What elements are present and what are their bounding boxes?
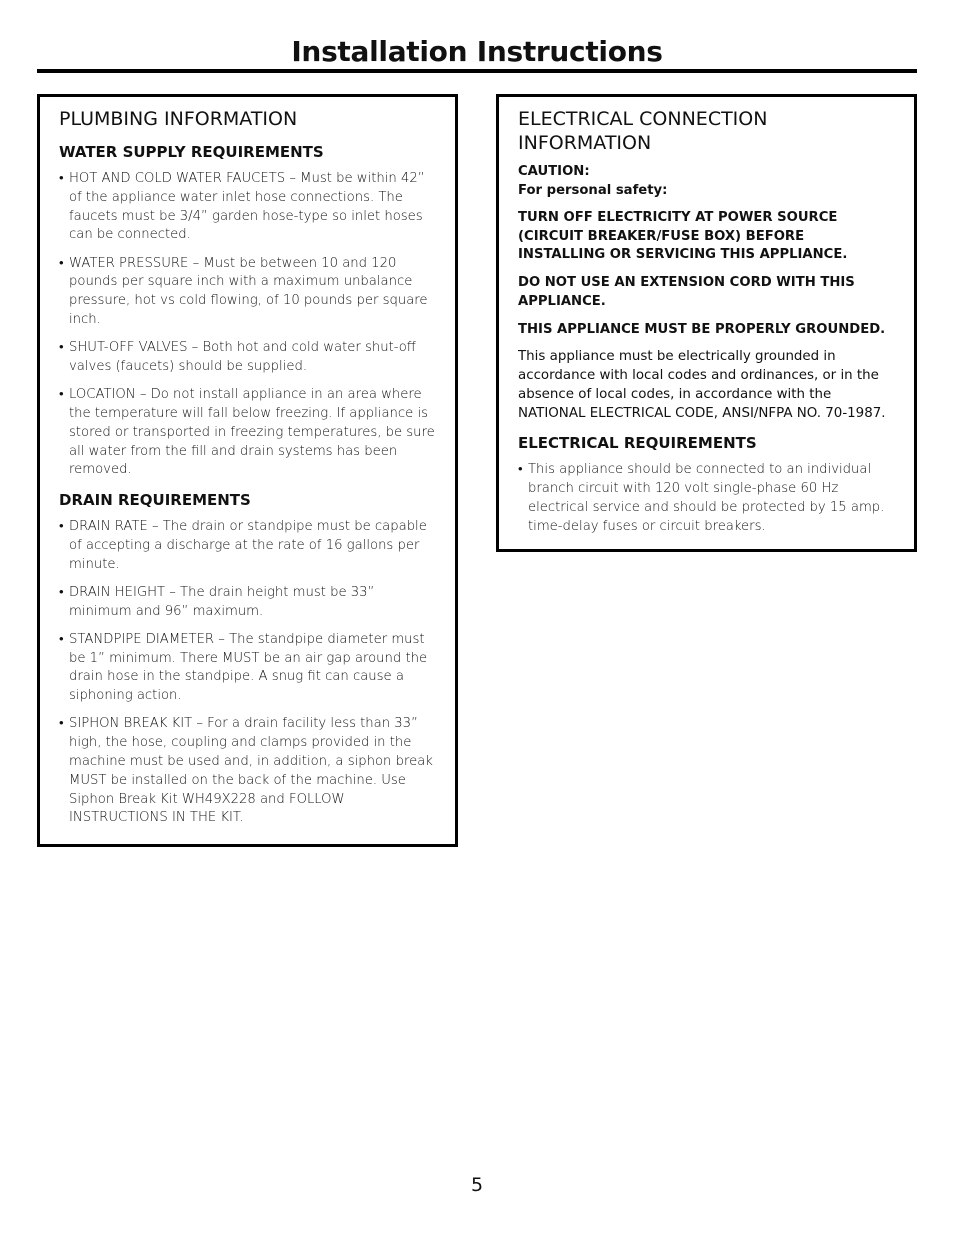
water-supply-item-pressure: • WATER PRESSURE – Must be between 10 and 120 pounds per square inch with a maximum unbalance pressure, hot vs cold flowing, of 10 pounds per square inch. <box>59 255 436 330</box>
grounding-text: This appliance must be electrically grounded in accordance with local codes and ordinances, or in the absence of local codes, in accordance with the NATIONAL ELECTRICAL CODE, ANSI/NFPA NO. 70-1987. <box>518 349 886 421</box>
warning-turn-off-power: TURN OFF ELECTRICITY AT POWER SOURCE (CIRCUIT BREAKER/FUSE BOX) BEFORE INSTALLING OR SERVICING THIS APPLIANCE. <box>518 210 848 263</box>
drain-item-height: • DRAIN HEIGHT – The drain height must be 33” minimum and 96” maximum. <box>59 584 436 622</box>
water-supply-item-location: • LOCATION – Do not install appliance in an area where the temperature will fall below freezing. If appliance is stored or transported in freezing temperatures, be sure all water from the fill and drain systems has been removed. <box>59 386 436 480</box>
warning-no-extension-cord: DO NOT USE AN EXTENSION CORD WITH THIS APPLIANCE. <box>518 275 855 309</box>
electrical-requirements-heading: ELECTRICAL REQUIREMENTS <box>518 434 757 453</box>
title-rule <box>37 69 917 73</box>
plumbing-information-panel <box>37 94 458 847</box>
plumbing-heading: PLUMBING INFORMATION <box>59 108 298 130</box>
drain-item-rate: • DRAIN RATE – The drain or standpipe must be capable of accepting a discharge at the rate of 16 gallons per minute. <box>59 518 436 574</box>
warning-grounded: THIS APPLIANCE MUST BE PROPERLY GROUNDED. <box>518 321 886 337</box>
electrical-requirements-list <box>518 461 895 536</box>
water-supply-item-shutoff-valves: • SHUT-OFF VALVES – Both hot and cold water shut-off valves (faucets) should be supplied. <box>59 339 436 377</box>
electrical-requirements-item-circuit: • This appliance should be connected to an individual branch circuit with 120 volt single-phase 60 Hz electrical service and should be protected by 15 amp. time-delay fuses or circuit breakers. <box>518 461 895 536</box>
caution-subtitle: For personal safety: <box>518 182 668 198</box>
drain-list <box>59 518 436 828</box>
caution-label: CAUTION: <box>518 164 590 179</box>
drain-item-siphon-break-kit: • SIPHON BREAK KIT – For a drain facility less than 33” high, the hose, coupling and clamps provided in the machine must be used and, in addition, a siphon break MUST be installed on the back of the machine. Use Siphon Break Kit WH49X228 and FOLLOW INSTRUCTIONS IN THE KIT. <box>59 715 436 828</box>
water-supply-item-faucets: • HOT AND COLD WATER FAUCETS – Must be within 42” of the appliance water inlet hose connections. The faucets must be 3/4” garden hose-type so inlet hoses can be connected. <box>59 170 436 245</box>
page-number: 5 <box>470 1174 484 1196</box>
drain-heading: DRAIN REQUIREMENTS <box>59 491 251 510</box>
drain-item-standpipe-diameter: • STANDPIPE DIAMETER – The standpipe diameter must be 1” minimum. There MUST be an air gap around the drain hose in the standpipe. A snug fit can cause a siphoning action. <box>59 631 436 706</box>
page-title: Installation Instructions <box>291 35 663 68</box>
electrical-heading: ELECTRICAL CONNECTION INFORMATION <box>518 108 768 154</box>
water-supply-heading: WATER SUPPLY REQUIREMENTS <box>59 143 324 161</box>
water-supply-list <box>59 170 436 480</box>
electrical-connection-panel <box>496 94 917 552</box>
